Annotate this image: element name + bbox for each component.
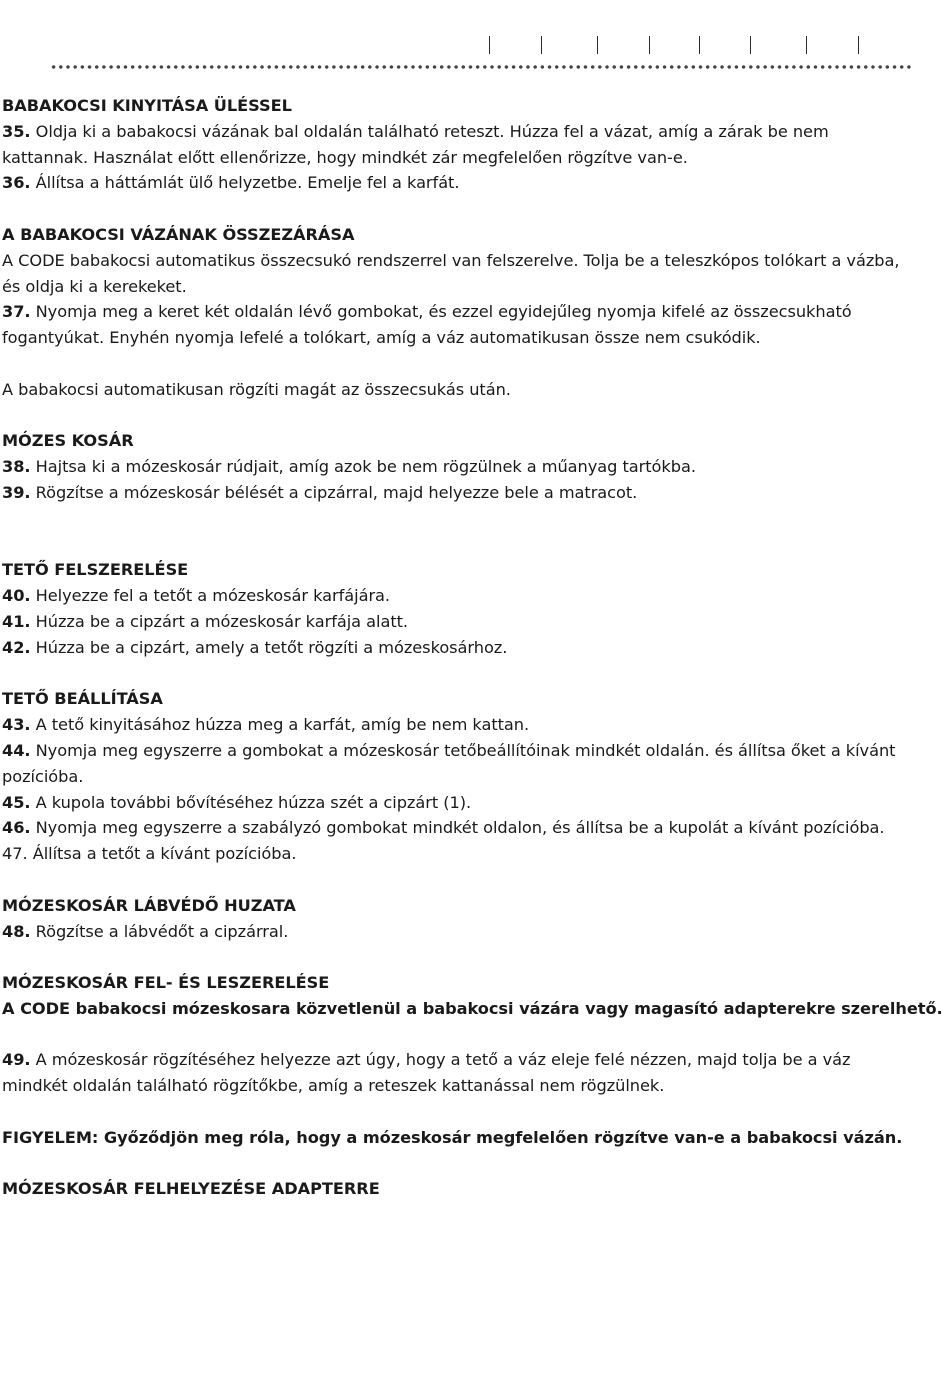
- instruction-46: [2, 815, 947, 841]
- section-heading: MÓZESKOSÁR LÁBVÉDŐ HUZATA: [2, 895, 296, 915]
- step-text: A kupola további bővítéséhez húzza szét a cipzárt (1).: [30, 792, 472, 812]
- step-number: 45.: [2, 792, 31, 812]
- paragraph: A babakocsi automatikusan rögzíti magát az összecsukás után.: [2, 379, 511, 399]
- tick-mark: [489, 36, 490, 54]
- instruction-49-cont: mindkét oldalán található rögzítőkbe, amíg a reteszek kattanással nem rögzülnek.: [2, 1076, 665, 1096]
- step-number: 35.: [2, 121, 31, 141]
- dotted-divider: [50, 63, 912, 71]
- tick-mark: [750, 36, 751, 54]
- tick-mark: [649, 36, 650, 54]
- step-number: 43.: [2, 715, 31, 735]
- tick-mark: [806, 36, 807, 54]
- step-text: Rögzítse a lábvédőt a cipzárral.: [30, 921, 289, 941]
- instruction-47: 47. Állítsa a tetőt a kívánt pozícióba.: [2, 844, 297, 864]
- instruction-37: [2, 299, 947, 325]
- step-text: Hajtsa ki a mózeskosár rúdjait, amíg azok be nem rögzülnek a műanyag tartókba.: [30, 457, 696, 477]
- step-number: 42.: [2, 637, 31, 657]
- bold-note: A CODE babakocsi mózeskosara közvetlenül a babakocsi vázára vagy magasító adapterekre szerelhető.: [2, 998, 943, 1018]
- step-number: 41.: [2, 611, 31, 631]
- instruction-39: [2, 480, 947, 506]
- section-heading: MÓZESKOSÁR FELHELYEZÉSE ADAPTERRE: [2, 1179, 380, 1199]
- step-text: Rögzítse a mózeskosár bélését a cipzárral, majd helyezze bele a matracot.: [30, 482, 638, 502]
- step-text: Oldja ki a babakocsi vázának bal oldalán található reteszt. Húzza fel a vázat, amíg a zárak be nem: [30, 121, 829, 141]
- section-heading: TETŐ FELSZERELÉSE: [2, 560, 189, 580]
- instruction-42: [2, 635, 947, 661]
- instruction-49: [2, 1047, 947, 1073]
- step-number: 39.: [2, 482, 31, 502]
- step-text: Nyomja meg a keret két oldalán lévő gombokat, és ezzel egyidejűleg nyomja kifelé az összecsukható: [30, 302, 852, 322]
- section-heading: TETŐ BEÁLLÍTÁSA: [2, 689, 163, 709]
- step-text: Állítsa a háttámlát ülő helyzetbe. Emelje fel a karfát.: [30, 173, 460, 193]
- step-number: 37.: [2, 302, 31, 322]
- step-text: A mózeskosár rögzítéséhez helyezze azt úgy, hogy a tető a váz eleje felé nézzen, majd tolja be a váz: [30, 1050, 851, 1070]
- step-text: Nyomja meg egyszerre a gombokat a mózeskosár tetőbeállítóinak mindkét oldalán. és állítsa őket a kívánt: [30, 740, 896, 760]
- step-number: 48.: [2, 921, 31, 941]
- instruction-44-cont: pozícióba.: [2, 766, 84, 786]
- tick-mark: [699, 36, 700, 54]
- section-heading: MÓZESKOSÁR FEL- ÉS LESZERELÉSE: [2, 973, 330, 993]
- instruction-45: [2, 790, 947, 816]
- step-number: 44.: [2, 740, 31, 760]
- tick-mark: [597, 36, 598, 54]
- tick-mark: [541, 36, 542, 54]
- step-number: 36.: [2, 173, 31, 193]
- section-heading: BABAKOCSI KINYITÁSA ÜLÉSSEL: [2, 96, 292, 115]
- step-number: 49.: [2, 1050, 31, 1070]
- instruction-35: [2, 119, 947, 145]
- instruction-43: [2, 712, 947, 738]
- instruction-35-cont: kattannak. Használat előtt ellenőrizze, hogy mindkét zár megfelelően rögzítve van-e.: [2, 147, 688, 167]
- instruction-44: [2, 738, 947, 764]
- step-number: 40.: [2, 586, 31, 606]
- step-text: Húzza be a cipzárt a mózeskosár karfája alatt.: [30, 611, 409, 631]
- step-text: Helyezze fel a tetőt a mózeskosár karfájára.: [30, 586, 391, 606]
- warning-note: FIGYELEM: Győződjön meg róla, hogy a mózeskosár megfelelően rögzítve van-e a babakocsi vázán.: [2, 1127, 903, 1147]
- step-text: Nyomja meg egyszerre a szabályzó gombokat mindkét oldalon, és állítsa be a kupolát a kívánt pozícióba.: [30, 818, 885, 838]
- step-text: A tető kinyitásához húzza meg a karfát, amíg be nem kattan.: [30, 715, 530, 735]
- document-body: [2, 93, 947, 1202]
- step-number: 46.: [2, 818, 31, 838]
- paragraph-cont: és oldja ki a kerekeket.: [2, 276, 187, 296]
- instruction-37-cont: fogantyúkat. Enyhén nyomja lefelé a tolókart, amíg a váz automatikusan össze nem csukódik.: [2, 328, 761, 348]
- step-text: Húzza be a cipzárt, amely a tetőt rögzíti a mózeskosárhoz.: [30, 637, 508, 657]
- instruction-40: [2, 583, 947, 609]
- instruction-48: [2, 919, 947, 945]
- instruction-38: [2, 454, 947, 480]
- paragraph: A CODE babakocsi automatikus összecsukó rendszerrel van felszerelve. Tolja be a teleszkópos tolókart a vázba,: [2, 250, 900, 270]
- section-heading: A BABAKOCSI VÁZÁNAK ÖSSZEZÁRÁSA: [2, 224, 355, 244]
- instruction-36: [2, 170, 947, 196]
- instruction-41: [2, 609, 947, 635]
- tick-mark: [858, 36, 859, 54]
- section-heading: MÓZES KOSÁR: [2, 431, 134, 451]
- step-number: 38.: [2, 457, 31, 477]
